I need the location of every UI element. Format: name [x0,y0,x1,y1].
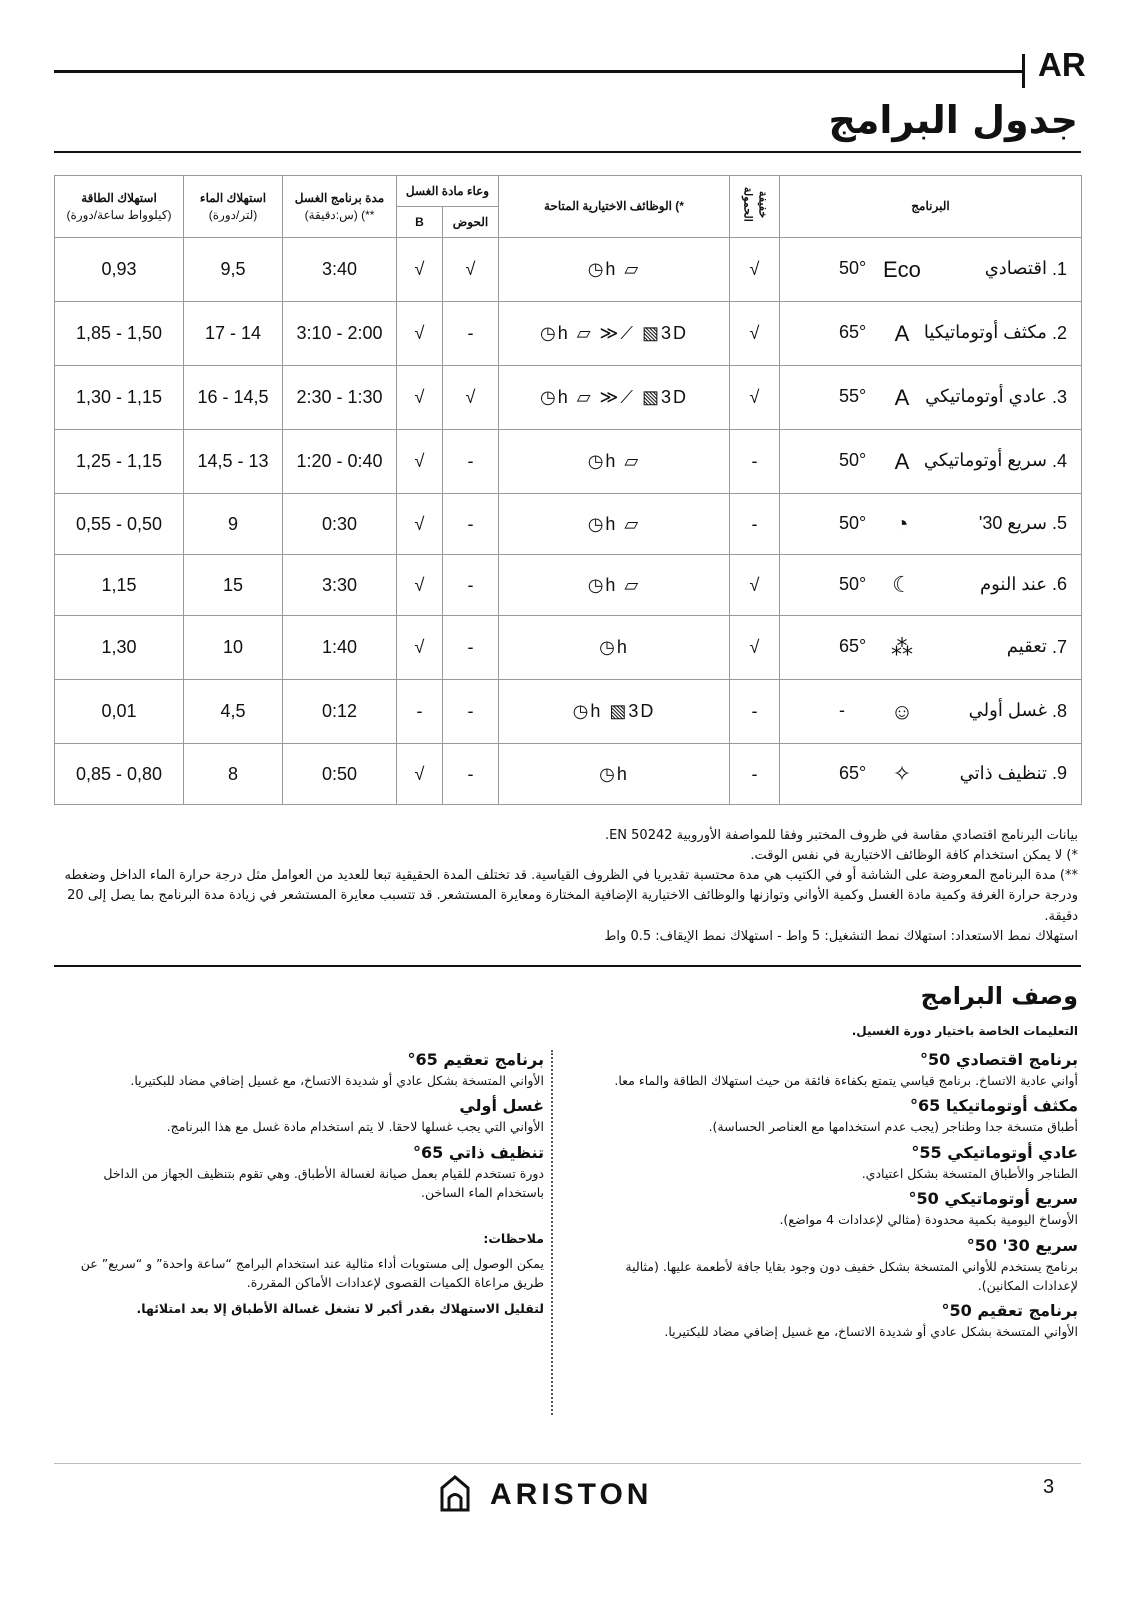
note-line: **) مدة البرنامج المعروضة على الشاشة أو في الكتيب هي مدة محتسبة تقديريا في الظروف القياسية. قد تختلف المدة الحقيقية تبعا للعديد من العوامل مثل درجة حرارة الماء الداخل وضغطه ودرجة حرارة الغرفة وكمية مادة الغسل وكمية الأواني وتوازنها والوظائف الاختيارية الإضافية المختارة ومعايرة المستشعر. قد تتسبب معايرة المستشعر في زيادة مدة البرنامج بما يصل إلى 20 دقيقة. [64,868,1078,924]
table-notes [51,826,1078,947]
cell-duration: 2:30 - 1:30 [283,366,397,430]
title-rule [54,151,1081,153]
header-duration: مدة برنامج الغسل (س:دقيقة) (** [283,176,397,238]
cell-water: 8 [184,744,283,805]
header-water: استهلاك الماء (لتر/دورة) [184,176,283,238]
description-column-right [604,1046,1078,1348]
program-text: الأوساخ اليومية بكمية محدودة (مثالي لإعدادات 4 مواضع). [779,1212,1078,1228]
header-detergent: وعاء مادة الغسل [397,176,499,207]
program-name: عند النوم [979,573,1047,594]
cell-detergent-b: √ [397,238,443,302]
program-text: الأواني التي يجب غسلها لاحقا. لا يتم استخدام مادة غسل مع هذا البرنامج. [166,1119,544,1135]
column-divider [551,1050,553,1415]
header-detergent-b: B [397,207,443,238]
section-rule [54,965,1081,967]
program-text: أطباق متسخة جدا وطناجر (يجب عدم استخدامها مع العناصر الحساسة). [708,1119,1078,1135]
program-icon: Eco [882,256,921,282]
program-number: 3. [1051,386,1067,407]
table-row [55,555,1082,616]
program-icon: A [894,320,910,346]
cell-duration: 3:30 [283,555,397,616]
cell-detergent-a: - [443,680,499,744]
table-row [55,366,1082,430]
note-line: استهلاك نمط الاستعداد: استهلاك نمط التشغيل: 5 واط - استهلاك نمط الإيقاف: 0.5 واط [604,928,1078,944]
cell-detergent-b: √ [397,430,443,494]
cell-detergent-b: √ [397,744,443,805]
cell-energy: 1,25 - 1,15 [55,430,184,494]
cell-duration: 1:40 [283,616,397,680]
cell-options: ◷h [499,616,730,680]
program-number: 8. [1051,700,1067,721]
note-line: بيانات البرنامج اقتصادي مقاسة في ظروف المختبر وفقا للمواصفة الأوروبية EN 50242. [604,828,1078,843]
program-temperature: 50° [838,258,867,279]
page-title: جدول البرامج [828,98,1078,142]
cell-half-load: √ [730,366,780,430]
program-number: 5. [1051,512,1067,533]
program-temperature: 55° [838,386,867,407]
cell-half-load: - [730,680,780,744]
cell-options: ◷h ▱ [499,430,730,494]
program-temperature: 50° [838,450,867,471]
cell-half-load: √ [730,302,780,366]
cell-detergent-a: - [443,616,499,680]
table-row [55,680,1082,744]
cell-duration: 0:12 [283,680,397,744]
cell-program [780,680,1082,744]
header-detergent-a: الحوض [443,207,499,238]
cell-detergent-a: - [443,430,499,494]
program-temperature: 65° [838,762,867,783]
cell-water: 4,5 [184,680,283,744]
program-name: سريع 30' [978,512,1047,533]
page-number: 3 [1043,1476,1055,1498]
program-heading: برنامج تعقيم 65° [407,1050,544,1069]
cell-detergent-b: √ [397,302,443,366]
cell-detergent-b: √ [397,366,443,430]
program-name: مكثف أوتوماتيكيا [923,322,1047,343]
header-options: الوظائف الاختيارية المتاحة (* [499,176,730,238]
cell-program [780,555,1082,616]
cell-program [780,238,1082,302]
program-text: الأواني المتسخة بشكل عادي أو شديدة الاتساخ، مع غسيل إضافي مضاد للبكتيريا. [664,1324,1078,1340]
cell-half-load: √ [730,616,780,680]
program-number: 1. [1051,258,1067,279]
cell-water: 14,5 - 13 [184,430,283,494]
program-temperature: 65° [838,322,867,343]
program-temperature: 50° [838,573,867,594]
program-number: 7. [1051,636,1067,657]
table-row [55,430,1082,494]
cell-detergent-b: √ [397,555,443,616]
program-icon: A [894,384,910,410]
cell-water: 9 [184,494,283,555]
program-name: سريع أوتوماتيكي [923,450,1047,471]
program-name: عادي أوتوماتيكي [925,386,1047,407]
cell-half-load: √ [730,555,780,616]
table-row [55,302,1082,366]
notes-text: يمكن الوصول إلى مستويات أداء مثالية عند استخدام البرامج “ساعة واحدة” و “سريع” عن طريق مراعاة الكميات القصوى لإعدادات الأماكن المقررة. [80,1255,544,1291]
cell-program [780,616,1082,680]
program-temperature: 50° [838,512,867,533]
program-icon: ✧ [892,761,912,786]
header-tick [1022,54,1025,88]
section-subtitle: التعليمات الخاصة باختيار دورة الغسيل. [851,1024,1078,1038]
cell-energy: 0,93 [55,238,184,302]
cell-energy: 0,55 - 0,50 [55,494,184,555]
cell-options: ◷h [499,744,730,805]
cell-half-load: - [730,494,780,555]
program-text: الطناجر والأطباق المتسخة بشكل اعتيادي. [861,1165,1078,1181]
cell-duration: 0:30 [283,494,397,555]
note-line: *) لا يمكن استخدام كافة الوظائف الاختيارية في نفس الوقت. [750,848,1078,864]
header-half-load: خفيفة الحمولة [730,176,780,238]
header-program: البرنامج [780,176,1082,238]
description-column-left [54,1046,544,1324]
cell-detergent-a: - [443,302,499,366]
program-temperature: - [838,700,845,721]
section-title: وصف البرامج [920,982,1078,1010]
program-heading: برنامج اقتصادي 50° [920,1050,1078,1069]
header-energy: استهلاك الطاقة (كيلوواط ساعة/دورة) [55,176,184,238]
program-icon: ⁂ [890,634,913,660]
language-code: AR [1038,46,1086,83]
program-heading: برنامج تعقيم 50° [941,1301,1078,1321]
program-number: 4. [1051,450,1067,471]
program-number: 6. [1051,573,1067,594]
cell-options: ◷h ▱ ≫⟋ ▧3D [499,302,730,366]
brand-name: ARISTON [490,1478,653,1511]
program-number: 2. [1051,322,1067,343]
program-icon: ☺ [890,698,914,724]
cell-detergent-a: √ [443,366,499,430]
cell-detergent-a: - [443,494,499,555]
program-rows [55,238,1082,805]
table-row [55,238,1082,302]
cell-detergent-b: √ [397,494,443,555]
program-heading: تنظيف ذاتي 65° [412,1142,544,1162]
program-heading: عادي أوتوماتيكي 55° [911,1142,1078,1162]
notes-bold-text: لتقليل الاستهلاك بقدر أكبر لا تشغل غسالة الأطباق إلا بعد امتلائها. [136,1300,544,1316]
cell-energy: 0,01 [55,680,184,744]
cell-program [780,366,1082,430]
program-name: تعقيم [1006,636,1047,657]
cell-half-load: - [730,744,780,805]
program-heading: سريع 30' 50° [966,1235,1078,1255]
program-text: الأواني المتسخة بشكل عادي أو شديدة الاتساخ، مع غسيل إضافي مضاد للبكتيريا. [130,1073,544,1088]
program-text: أواني عادية الاتساخ. برنامج قياسي يتمتع بكفاءة فائقة من حيث استهلاك الطاقة والماء معا. [614,1073,1078,1088]
cell-duration: 0:50 [283,744,397,805]
notes-heading: ملاحظات: [483,1230,544,1246]
cell-water: 16 - 14,5 [184,366,283,430]
program-temperature: 65° [838,636,867,657]
cell-options: ◷h ▱ ≫⟋ ▧3D [499,366,730,430]
cell-options: ◷h ▱ [499,555,730,616]
cell-energy: 1,30 [55,616,184,680]
cell-program [780,744,1082,805]
program-table [54,175,1082,805]
cell-water: 9,5 [184,238,283,302]
cell-duration: 1:20 - 0:40 [283,430,397,494]
cell-program [780,430,1082,494]
cell-options: ◷h ▱ [499,238,730,302]
table-row [55,744,1082,805]
program-name: تنظيف ذاتي [959,762,1047,783]
program-text: دورة تستخدم للقيام بعمل صيانة لغسالة الأطباق. وهي تقوم بتنظيف الجهاز من الداخل باستخدام الماء الساخن. [103,1165,544,1201]
program-heading: مكثف أوتوماتيكيا 65° [910,1096,1078,1116]
cell-detergent-b: √ [397,616,443,680]
program-icon: ☾ [892,572,912,597]
cell-energy: 1,85 - 1,50 [55,302,184,366]
cell-detergent-a: - [443,555,499,616]
cell-water: 17 - 14 [184,302,283,366]
cell-options: ◷h ▧3D [499,680,730,744]
program-heading: غسل أولي [459,1096,544,1116]
cell-duration: 3:40 [283,238,397,302]
cell-duration: 3:10 - 2:00 [283,302,397,366]
program-text: برنامج يستخدم للأواني المتسخة بشكل خفيف دون وجود بقايا جافة لأطعمة عليها. (مثالية لإعدادات المكانين). [625,1258,1078,1293]
program-name: غسل أولي [968,700,1047,721]
program-icon: A [894,448,910,474]
cell-options: ◷h ▱ [499,494,730,555]
program-name: اقتصادي [984,258,1047,279]
cell-detergent-b: - [397,680,443,744]
table-row [55,616,1082,680]
cell-program [780,302,1082,366]
cell-water: 10 [184,616,283,680]
cell-energy: 0,85 - 0,80 [55,744,184,805]
table-row [55,494,1082,555]
cell-detergent-a: √ [443,238,499,302]
cell-half-load: - [730,430,780,494]
header-rule [54,70,1024,73]
cell-water: 15 [184,555,283,616]
program-heading: سريع أوتوماتيكي 50° [908,1189,1078,1209]
cell-energy: 1,30 - 1,15 [55,366,184,430]
cell-half-load: √ [730,238,780,302]
cell-energy: 1,15 [55,555,184,616]
program-icon: ◔ [895,511,909,536]
program-number: 9. [1051,762,1067,783]
cell-detergent-a: - [443,744,499,805]
cell-program [780,494,1082,555]
footer-rule [54,1463,1081,1464]
